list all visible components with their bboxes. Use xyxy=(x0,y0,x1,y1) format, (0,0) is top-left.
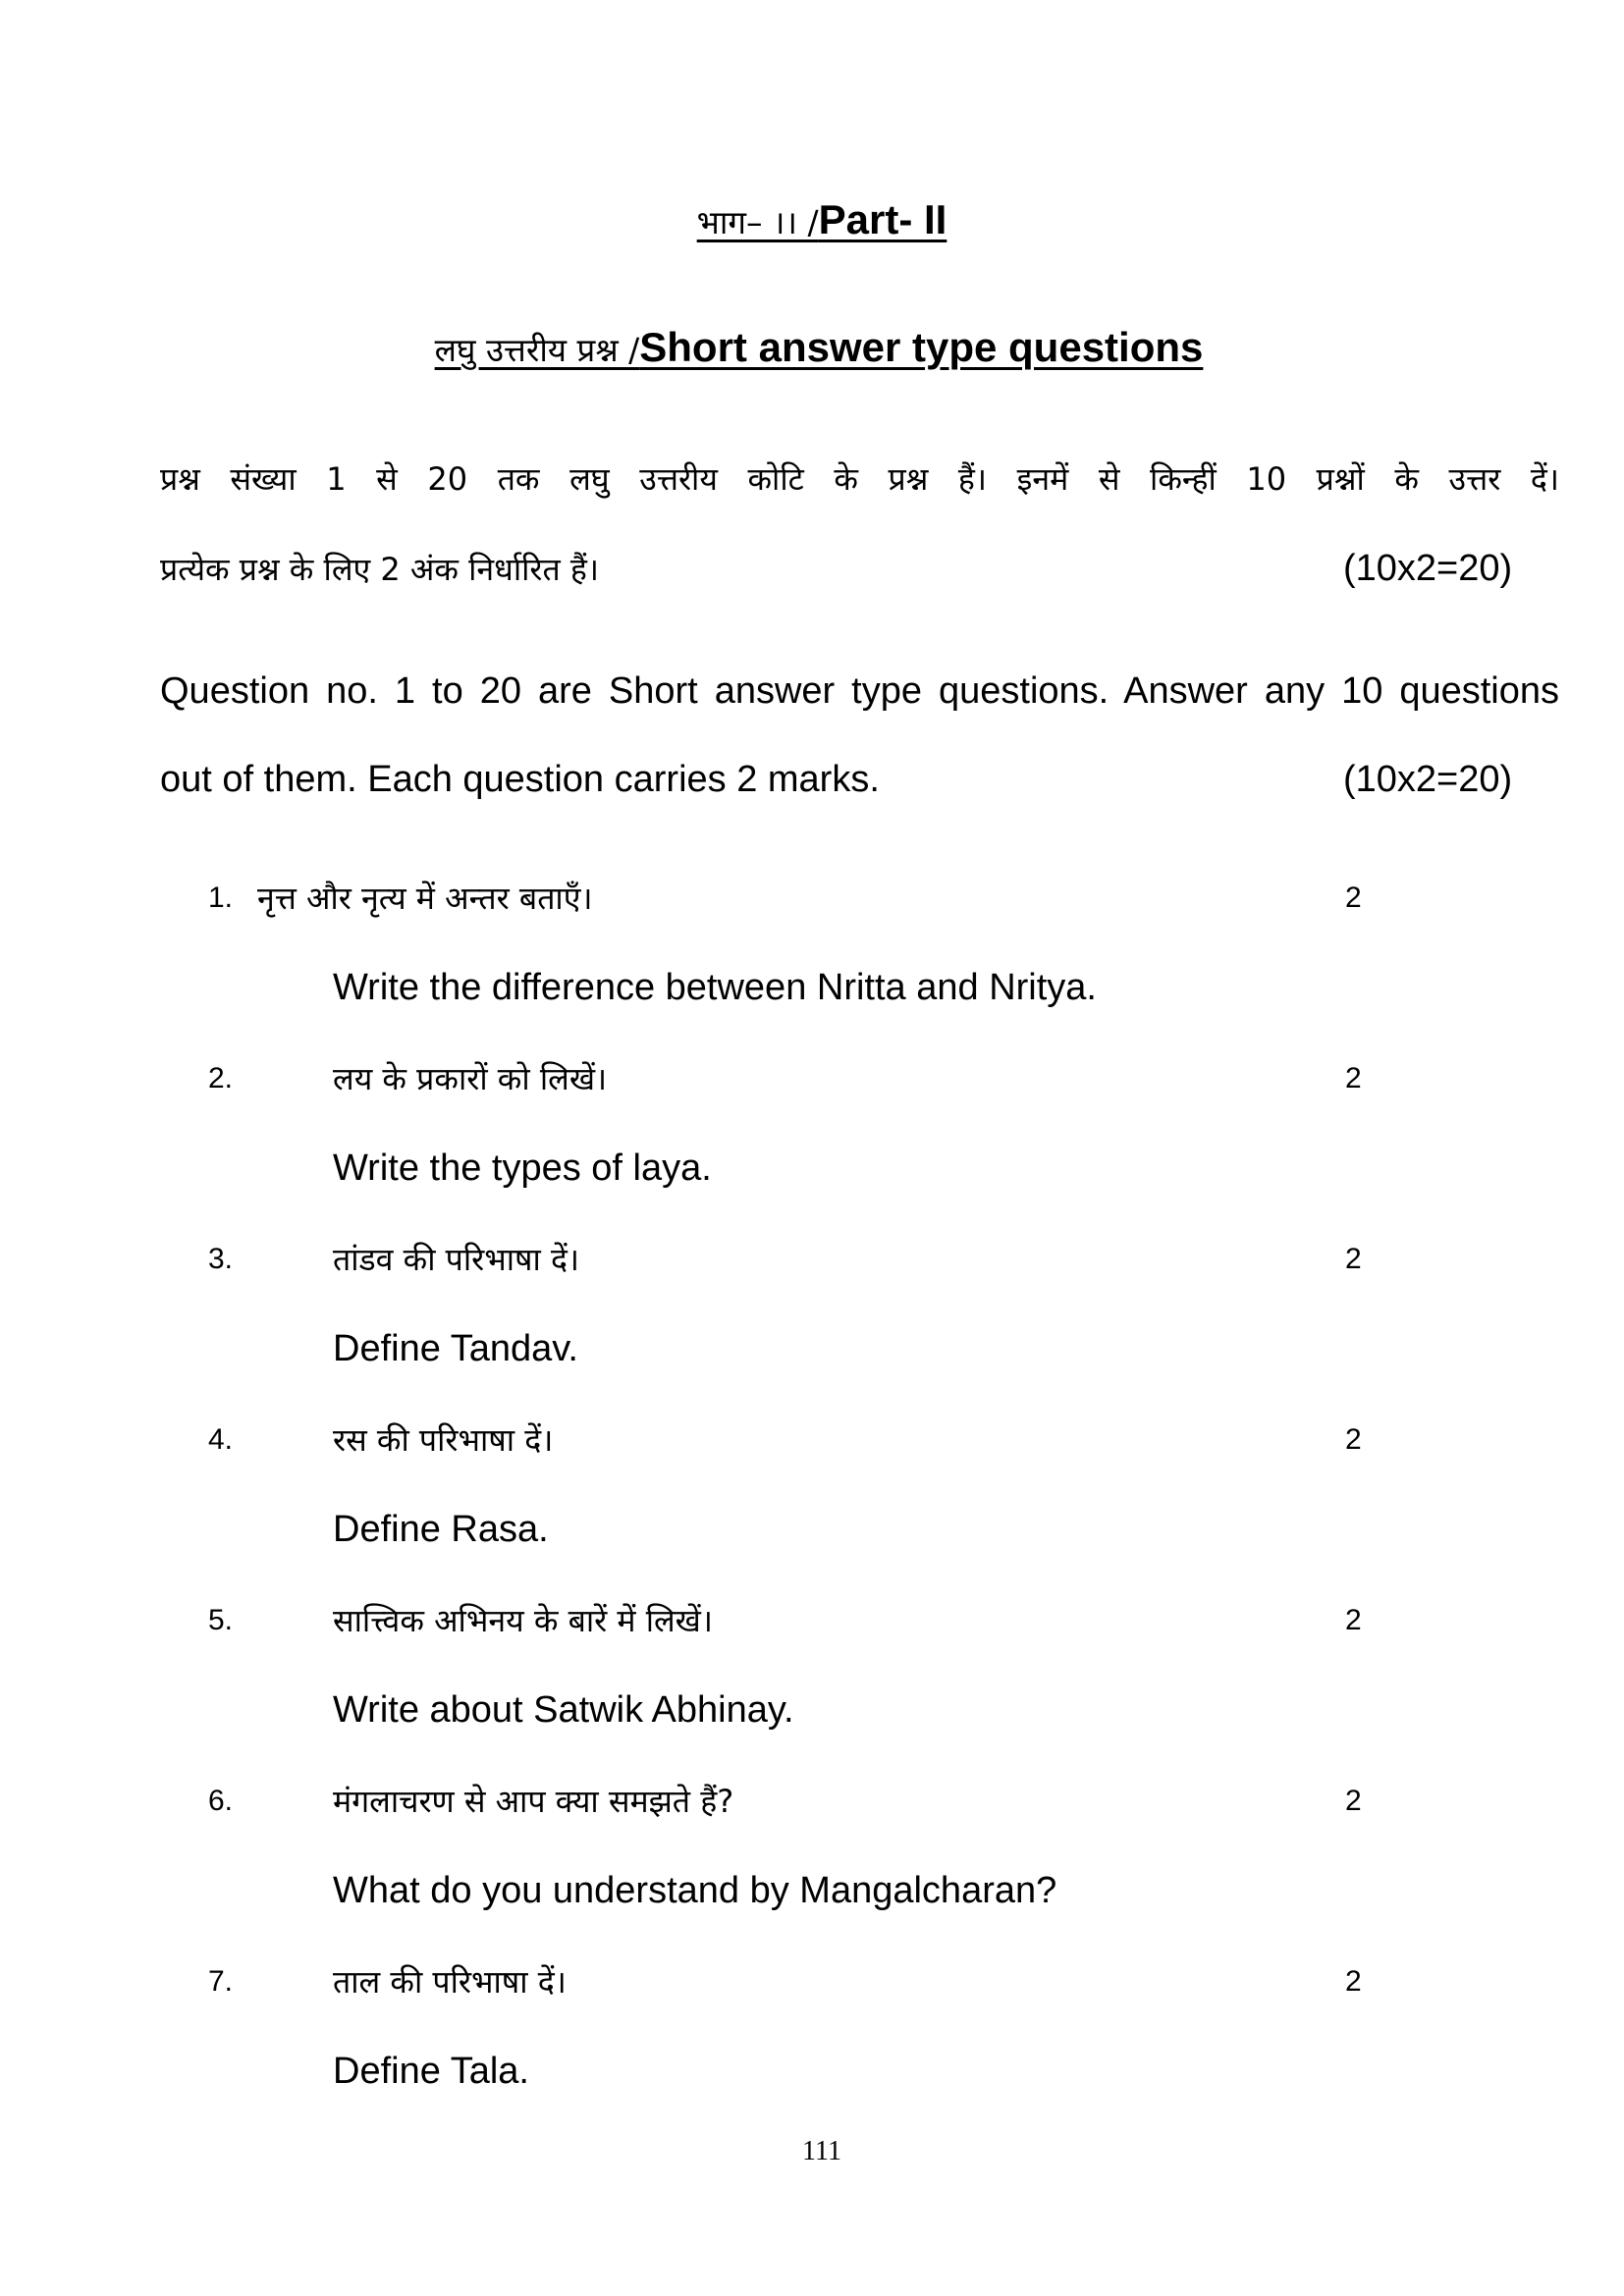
question-english: Write the difference between Nritta and Nritya. xyxy=(333,967,1097,1008)
question-marks: 2 xyxy=(1345,1604,1362,1636)
question-english: Define Rasa. xyxy=(333,1509,549,1550)
section-heading xyxy=(0,324,1624,371)
question-english: Write about Satwik Abhinay. xyxy=(333,1689,794,1731)
section-heading-hindi: लघु उत्तरीय प्रश्न / xyxy=(434,331,640,369)
part-heading xyxy=(0,196,1624,243)
question-marks: 2 xyxy=(1345,1062,1362,1095)
question-hindi: मंगलाचरण से आप क्या समझते हैं? xyxy=(333,1783,734,1820)
question-marks: 2 xyxy=(1345,1423,1362,1456)
section-heading-english: Short answer type questions xyxy=(639,324,1204,370)
part-heading-english: Part- II xyxy=(818,196,947,242)
question-english: Write the types of laya. xyxy=(333,1148,712,1189)
question-number: 2. xyxy=(208,1062,234,1095)
question-hindi: ताल की परिभाषा दें। xyxy=(333,1963,567,2001)
question-hindi: सात्त्विक अभिनय के बारें में लिखें। xyxy=(333,1602,713,1639)
question-english: What do you understand by Mangalcharan? xyxy=(333,1870,1057,1911)
part-heading-hindi: भाग– ।। / xyxy=(696,203,819,241)
question-hindi: नृत्त और नृत्य में अन्तर बताएँ। xyxy=(257,880,593,917)
question-number: 6. xyxy=(208,1785,234,1817)
question-number: 3. xyxy=(208,1243,234,1275)
question-hindi: लय के प्रकारों को लिखें। xyxy=(333,1060,608,1097)
question-marks: 2 xyxy=(1345,1965,1362,1998)
question-marks: 2 xyxy=(1345,1785,1362,1817)
instructions-hindi-marks: (10x2=20) xyxy=(1343,548,1513,589)
question-english: Define Tandav. xyxy=(333,1328,578,1369)
instructions-english-line2: out of them. Each question carries 2 marks. xyxy=(160,759,880,800)
question-marks: 2 xyxy=(1345,1243,1362,1275)
question-number: 5. xyxy=(208,1604,234,1636)
question-number: 4. xyxy=(208,1423,234,1456)
question-hindi: तांडव की परिभाषा दें। xyxy=(333,1241,580,1278)
question-number: 1. xyxy=(208,881,234,914)
instructions-english-line1: Question no. 1 to 20 are Short answer type questions. Answer any 10 questions xyxy=(160,670,1559,712)
question-english: Define Tala. xyxy=(333,2051,529,2092)
instructions-english-marks: (10x2=20) xyxy=(1343,759,1513,800)
question-hindi: रस की परिभाषा दें। xyxy=(333,1421,554,1459)
question-marks: 2 xyxy=(1345,881,1362,914)
instructions-hindi-line1: प्रश्न संख्या 1 से 20 तक लघु उत्तरीय कोटि के प्रश्न हैं। इनमें से किन्हीं 10 प्रश्नों के उत्तर दें। xyxy=(160,460,1559,498)
instructions-hindi-line2: प्रत्येक प्रश्न के लिए 2 अंक निर्धारित हैं। xyxy=(160,551,600,588)
question-number: 7. xyxy=(208,1965,234,1998)
page-number: 111 xyxy=(802,2136,841,2166)
